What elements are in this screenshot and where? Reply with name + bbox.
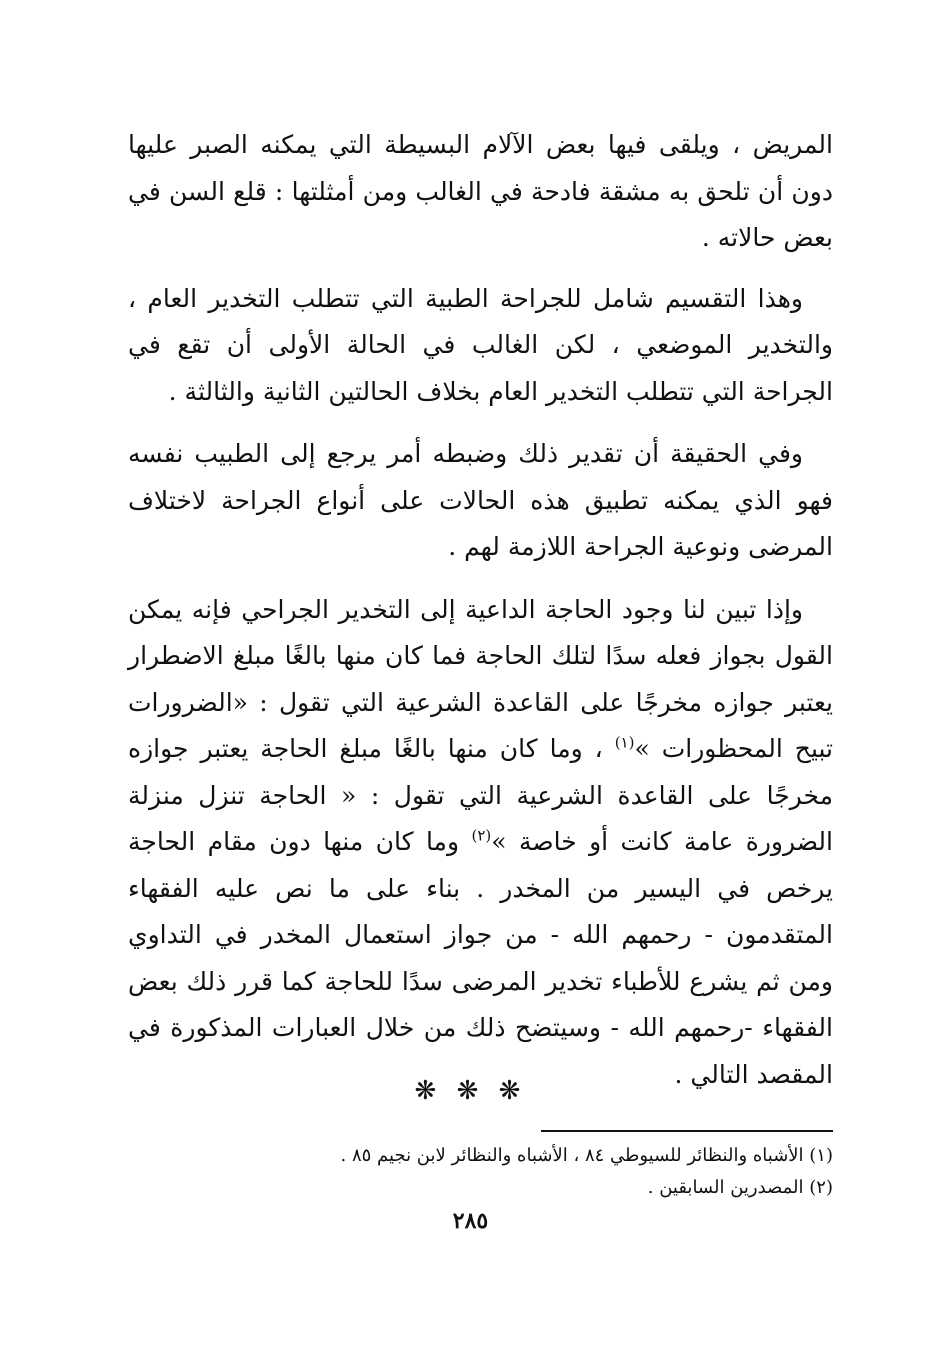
footnote-divider [541, 1130, 833, 1132]
footnote-1: (١) الأشباه والنظائر للسيوطي ٨٤ ، الأشباه والنظائر لابن نجيم ٨٥ . [340, 1145, 833, 1166]
paragraph-1: المريض ، ويلقى فيها بعض الآلام البسيطة التي يمكنه الصبر عليها دون أن تلحق به مشقة فادحة في الغالب ومن أمثلتها : قلع السن في بعض حالاته . [128, 130, 833, 252]
paragraph-2 [128, 276, 833, 416]
paragraph-4 [128, 587, 833, 1099]
paragraph-4-part-1: وإذا تبين لنا وجود الحاجة الداعية إلى التخدير الجراحي فإنه يمكن القول بجواز فعله سدًا لتلك الحاجة فما كان منها بالغًا مبلغ الاضطرار يعتبر جوازه مخرجًا على القاعدة الشرعية التي تقول : «الضرورات تبيح المحظورات » [128, 594, 833, 763]
footnotes [200, 1140, 833, 1204]
footnote-ref-2: (٢) [471, 826, 492, 845]
paragraph-3-text: وفي الحقيقة أن تقدير ذلك وضبطه أمر يرجع إلى الطبيب نفسه فهو الذي يمكنه تطبيق هذه الحالات على أنواع الجراحة لاختلاف المرضى ونوعية الجراحة اللازمة لهم . [128, 439, 833, 561]
paragraph-4-part-2: ، وما كان منها بالغًا مبلغ الحاجة يعتبر جوازه مخرجًا على القاعدة الشرعية التي تقول : « الحاجة تنزل منزلة الضرورة عامة كانت أو خاصة » [128, 734, 833, 856]
footnote-2: (٢) المصدرين السابقين . [647, 1177, 833, 1198]
page-number: ٢٨٥ [452, 1208, 489, 1234]
paragraph-4-part-3: وما كان منها دون مقام الحاجة يرخص في اليسير من المخدر . بناء على ما نص عليه الفقهاء المتقدمون - رحمهم الله - من جواز استعمال المخدر في التداوي ومن ثم يشرع للأطباء تخدير المرضى سدًا للحاجة كما قرر ذلك بعض الفقهاء -رحمهم الله - وسيتضح ذلك من خلال العبارات المذكورة في المقصد التالي . [128, 827, 833, 1089]
footnote-ref-1: (١) [614, 733, 635, 752]
section-separator: ❋ ❋ ❋ [414, 1076, 527, 1106]
paragraph-2-text: وهذا التقسيم شامل للجراحة الطبية التي تتطلب التخدير العام ، والتخدير الموضعي ، لكن الغالب في الحالة الأولى أن تقع في الجراحة التي تتطلب التخدير العام بخلاف الحالتين الثانية والثالثة . [128, 283, 833, 406]
paragraph-3 [128, 431, 833, 571]
main-text [128, 122, 833, 1114]
